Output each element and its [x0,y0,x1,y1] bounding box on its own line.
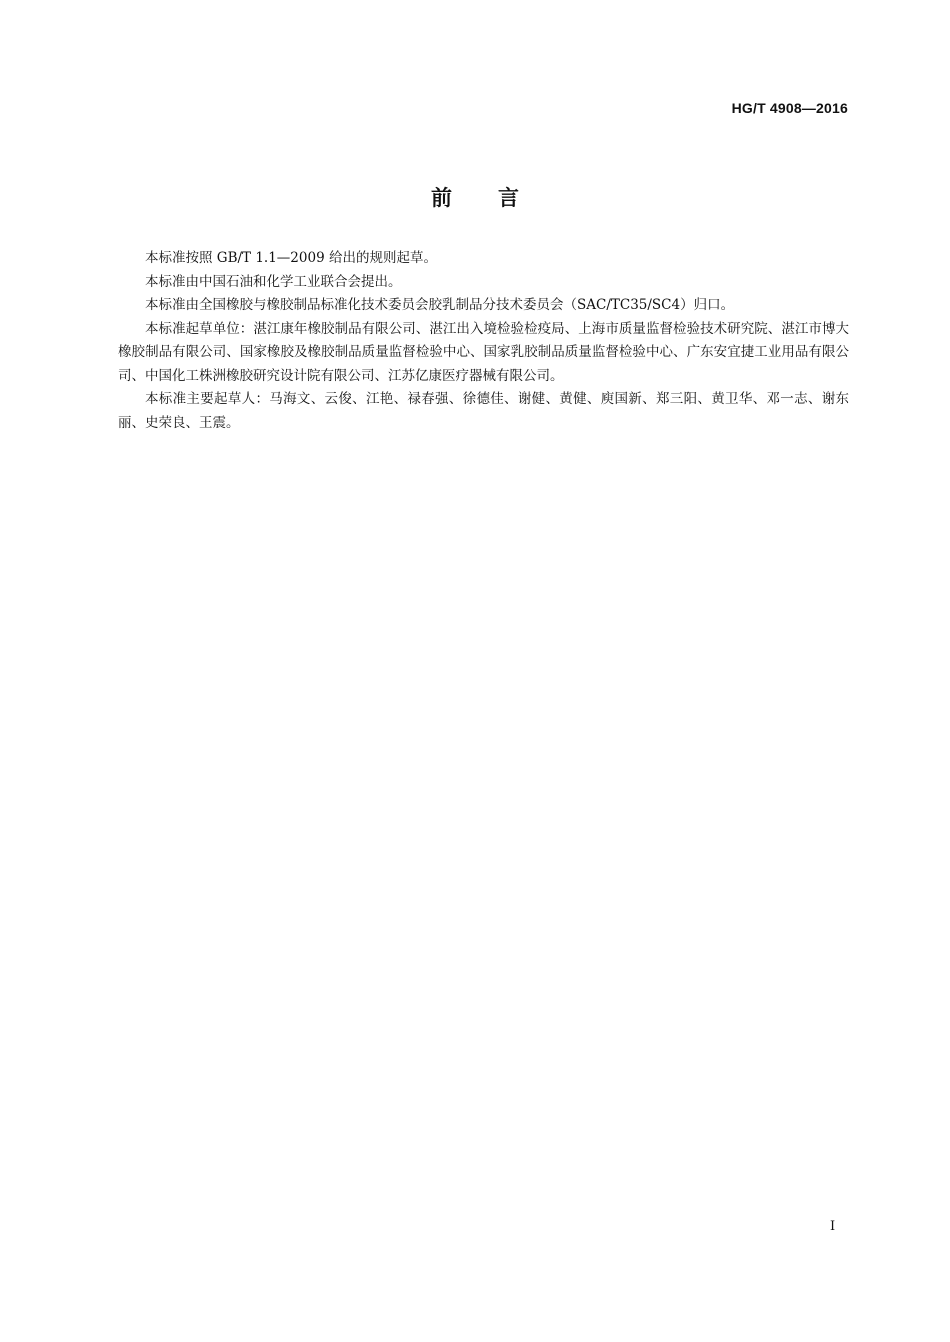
page-title: 前言 [431,186,565,210]
paragraph-main-drafters: 本标准主要起草人：马海文、云俊、江艳、禄春强、徐德佳、谢健、黄健、庾国新、郑三阳、黄卫华、邓一志、谢东丽、史荣良、王震。 [118,391,849,431]
foreword-body [118,247,849,435]
paragraph-drafting-rules: 本标准按照 GB/T 1.1—2009 给出的规则起草。 [145,250,437,266]
page-number: I [830,1219,836,1234]
standard-code: HG/T 4908—2016 [731,100,848,116]
paragraph-proposer: 本标准由中国石油和化学工业联合会提出。 [145,273,402,290]
paragraph-administration: 本标准由全国橡胶与橡胶制品标准化技术委员会胶乳制品分技术委员会（SAC/TC35/SC4）归口。 [145,297,735,313]
paragraph-drafting-units: 本标准起草单位：湛江康年橡胶制品有限公司、湛江出入境检验检疫局、上海市质量监督检验技术研究院、湛江市博大橡胶制品有限公司、国家橡胶及橡胶制品质量监督检验中心、国家乳胶制品质量监督检验中心、广东安宜捷工业用品有限公司、中国化工株洲橡胶研究设计院有限公司、江苏亿康医疗器械有限公司。 [118,320,849,384]
